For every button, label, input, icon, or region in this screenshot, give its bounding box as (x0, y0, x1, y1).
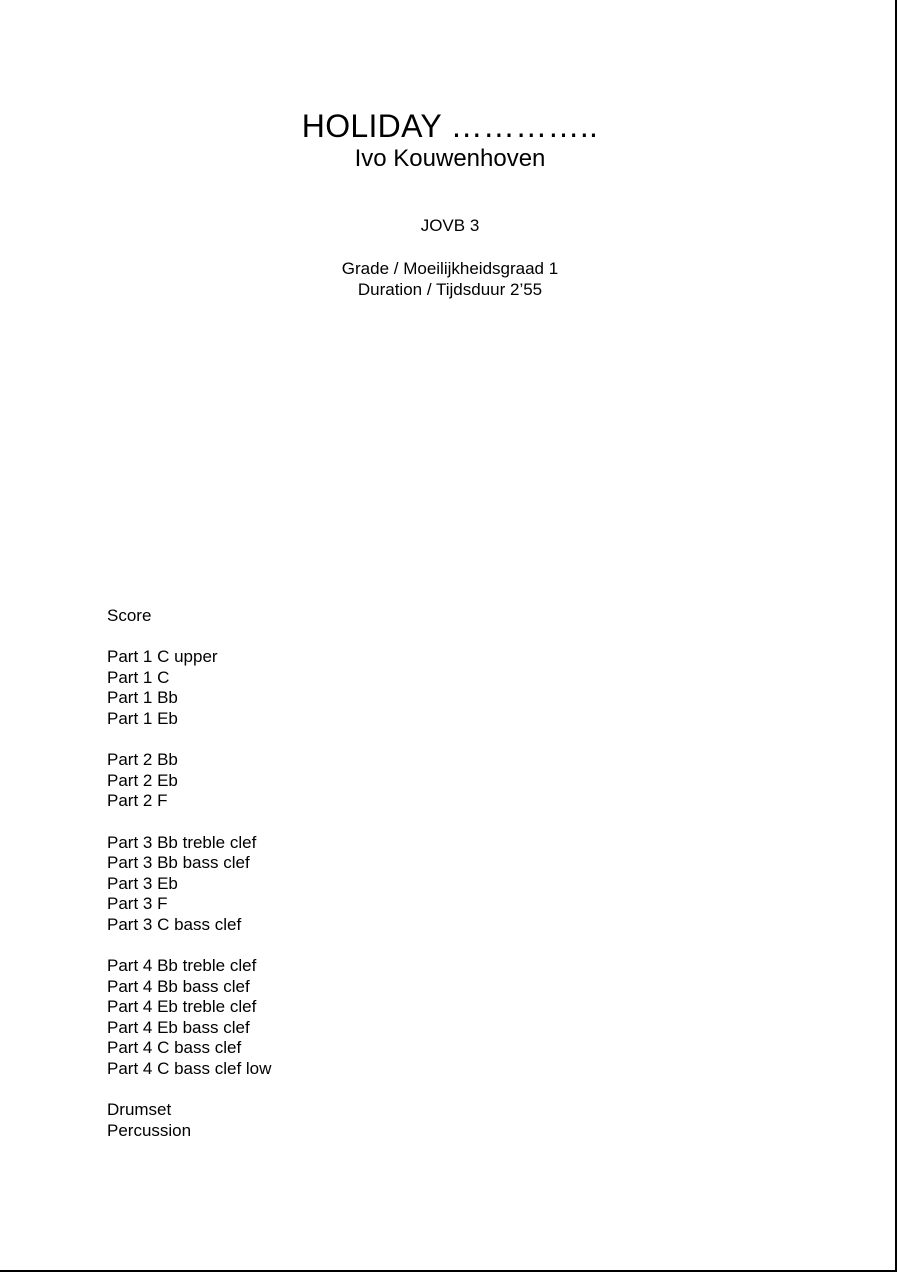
part-item: Percussion (107, 1120, 192, 1140)
part-item: Part 2 F (107, 791, 168, 811)
part-item: Part 4 Bb treble clef (107, 956, 257, 976)
parts-list (107, 606, 271, 1162)
part-item: Part 3 F (107, 894, 168, 914)
part-item: Part 3 C bass clef (107, 914, 242, 934)
duration-line: Duration / Tijdsduur 2’55 (357, 280, 543, 299)
part-item: Part 3 Bb treble clef (107, 832, 257, 852)
grade-line: Grade / Moeilijkheidsgraad 1 (341, 259, 559, 278)
parts-group-part-1 (107, 647, 271, 729)
part-item: Part 4 Eb treble clef (107, 997, 257, 1017)
part-item: Part 4 C bass clef (107, 1038, 242, 1058)
part-item: Drumset (107, 1100, 172, 1120)
part-item: Part 1 Bb (107, 688, 178, 708)
part-item: Score (107, 606, 152, 625)
piece-title: HOLIDAY ………….. (301, 108, 599, 144)
part-item: Part 1 C (107, 667, 170, 687)
composer-name: Ivo Kouwenhoven (354, 145, 546, 172)
part-item: Part 4 Bb bass clef (107, 976, 250, 996)
part-item: Part 3 Eb (107, 873, 178, 893)
part-item: Part 2 Eb (107, 770, 178, 790)
parts-group-score (107, 606, 271, 627)
part-item: Part 4 C bass clef low (107, 1059, 272, 1079)
part-item: Part 1 C upper (107, 647, 218, 667)
edition-label: JOVB 3 (420, 216, 480, 235)
parts-group-percussion (107, 1100, 271, 1141)
part-item: Part 1 Eb (107, 708, 178, 728)
parts-group-part-3 (107, 833, 271, 936)
part-item: Part 3 Bb bass clef (107, 853, 250, 873)
part-item: Part 4 Eb bass clef (107, 1017, 250, 1037)
parts-group-part-2 (107, 750, 271, 812)
part-item: Part 2 Bb (107, 750, 178, 770)
parts-group-part-4 (107, 956, 271, 1080)
